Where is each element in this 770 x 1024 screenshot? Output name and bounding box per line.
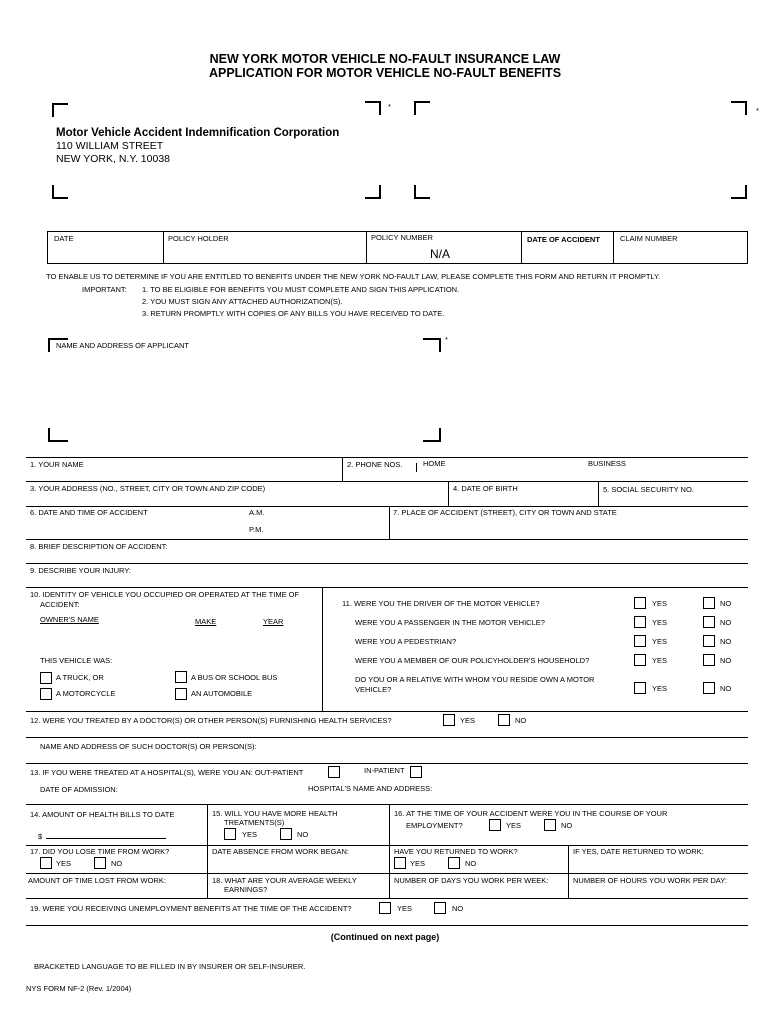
hours-per-day-label: NUMBER OF HOURS YOU WORK PER DAY: <box>573 876 727 885</box>
no-label: NO <box>720 599 732 608</box>
date-of-birth-label: 4. DATE OF BIRTH <box>453 484 518 493</box>
instruction-item-1: 1. TO BE ELIGIBLE FOR BENEFITS YOU MUST COMPLETE AND SIGN THIS APPLICATION. <box>142 285 460 294</box>
yes-label: YES <box>506 821 522 830</box>
bracket-corner <box>731 101 747 115</box>
no-label: NO <box>720 637 732 646</box>
policy-number-label: POLICY NUMBER <box>371 233 433 242</box>
asterisk-mark: * <box>388 102 391 111</box>
inpatient-checkbox[interactable] <box>410 766 422 778</box>
yes-label: YES <box>652 637 668 646</box>
insurer-city: NEW YORK, N.Y. 10038 <box>56 153 170 165</box>
health-bills-amount-line[interactable] <box>46 838 166 839</box>
yes-label: YES <box>652 618 668 627</box>
days-per-week-label: NUMBER OF DAYS YOU WORK PER WEEK: <box>394 876 549 885</box>
important-label: IMPORTANT: <box>82 285 127 294</box>
household-no-checkbox[interactable] <box>703 654 715 666</box>
bracket-corner <box>423 338 441 352</box>
no-label: NO <box>720 684 732 693</box>
instruction-item-3: 3. RETURN PROMPTLY WITH COPIES OF ANY BILLS YOU HAVE RECEIVED TO DATE. <box>142 309 445 318</box>
bracket-corner <box>414 101 430 115</box>
outpatient-checkbox[interactable] <box>328 766 340 778</box>
claim-number-label: CLAIM NUMBER <box>620 234 678 243</box>
accident-place-label: 7. PLACE OF ACCIDENT (STREET), CITY OR TOWN AND STATE <box>393 508 617 517</box>
returned-work-question: HAVE YOU RETURNED TO WORK? <box>394 847 518 856</box>
bracket-corner <box>731 185 747 199</box>
unemployment-question: 19. WERE YOU RECEIVING UNEMPLOYMENT BENEFITS AT THE TIME OF THE ACCIDENT? <box>30 904 352 913</box>
yes-label: YES <box>242 830 258 839</box>
return-date-label: IF YES, DATE RETURNED TO WORK: <box>573 847 704 856</box>
driver-question: 11. WERE YOU THE DRIVER OF THE MOTOR VEHICLE? <box>342 599 540 608</box>
business-phone-label: BUSINESS <box>588 459 626 468</box>
no-label: NO <box>465 859 477 868</box>
yes-label: YES <box>652 684 668 693</box>
instructions-intro: TO ENABLE US TO DETERMINE IF YOU ARE ENTITLED TO BENEFITS UNDER THE NEW YORK NO-FAULT LAW, PLEASE COMPLETE THIS FORM AND RETURN IT PROMPTLY. <box>46 272 661 281</box>
form-title-line1: NEW YORK MOTOR VEHICLE NO-FAULT INSURANCE LAW <box>209 52 561 66</box>
yes-label: YES <box>460 716 476 725</box>
more-treatment-no-checkbox[interactable] <box>280 828 292 840</box>
no-label: NO <box>111 859 123 868</box>
automobile-checkbox[interactable] <box>175 688 187 700</box>
own-vehicle-question: DO YOU OR A RELATIVE WITH WHOM YOU RESIDE OWN A MOTOR <box>355 675 595 684</box>
employment-question: 16. AT THE TIME OF YOUR ACCIDENT WERE YOU IN THE COURSE OF YOUR <box>394 809 668 818</box>
passenger-no-checkbox[interactable] <box>703 616 715 628</box>
pm-label: P.M. <box>249 525 264 534</box>
phone-numbers-label: 2. PHONE NOS. <box>347 460 403 469</box>
form-title-line2: APPLICATION FOR MOTOR VEHICLE NO-FAULT BENEFITS <box>208 66 562 80</box>
yes-label: YES <box>652 599 668 608</box>
employment-yes-checkbox[interactable] <box>489 819 501 831</box>
lost-time-no-checkbox[interactable] <box>94 857 106 869</box>
vehicle-was-label: THIS VEHICLE WAS: <box>40 656 113 665</box>
form-id: NYS FORM NF-2 (Rev. 1/2004) <box>26 984 132 993</box>
bracket-corner <box>414 185 430 199</box>
bracket-corner <box>365 101 381 115</box>
passenger-yes-checkbox[interactable] <box>634 616 646 628</box>
no-label: NO <box>720 618 732 627</box>
vehicle-identity-label: 10. IDENTITY OF VEHICLE YOU OCCUPIED OR OPERATED AT THE TIME OF <box>30 590 300 599</box>
passenger-question: WERE YOU A PASSENGER IN THE MOTOR VEHICLE? <box>355 618 545 627</box>
home-phone-label: HOME <box>423 459 446 468</box>
lost-time-yes-checkbox[interactable] <box>40 857 52 869</box>
no-label: NO <box>297 830 309 839</box>
health-bills-label: 14. AMOUNT OF HEALTH BILLS TO DATE <box>30 810 175 819</box>
returned-yes-checkbox[interactable] <box>394 857 406 869</box>
doctor-no-checkbox[interactable] <box>498 714 510 726</box>
bracket-corner <box>365 185 381 199</box>
address-label: 3. YOUR ADDRESS (NO., STREET, CITY OR TOWN AND ZIP CODE) <box>30 484 266 493</box>
inpatient-label: IN-PATIENT <box>364 766 405 775</box>
accident-datetime-label: 6. DATE AND TIME OF ACCIDENT <box>30 508 148 517</box>
weekly-earnings-question: 18. WHAT ARE YOUR AVERAGE WEEKLY <box>212 876 357 885</box>
own-vehicle-no-checkbox[interactable] <box>703 682 715 694</box>
yes-label: YES <box>410 859 426 868</box>
date-of-accident-label: DATE OF ACCIDENT <box>527 235 600 244</box>
own-vehicle-yes-checkbox[interactable] <box>634 682 646 694</box>
more-treatment-question: 15. WILL YOU HAVE MORE HEALTH <box>212 809 338 818</box>
unemployment-no-checkbox[interactable] <box>434 902 446 914</box>
no-label: NO <box>720 656 732 665</box>
no-label: NO <box>561 821 573 830</box>
unemployment-yes-checkbox[interactable] <box>379 902 391 914</box>
yes-label: YES <box>652 656 668 665</box>
employment-no-checkbox[interactable] <box>544 819 556 831</box>
household-question: WERE YOU A MEMBER OF OUR POLICYHOLDER'S HOUSEHOLD? <box>355 656 590 665</box>
hospital-address-label: HOSPITAL'S NAME AND ADDRESS: <box>308 784 433 793</box>
bus-checkbox[interactable] <box>175 671 187 683</box>
bus-label: A BUS OR SCHOOL BUS <box>191 673 278 682</box>
instruction-item-2: 2. YOU MUST SIGN ANY ATTACHED AUTHORIZATION(S). <box>142 297 343 306</box>
insurer-street: 110 WILLIAM STREET <box>56 140 164 152</box>
policy-number-value[interactable]: N/A <box>430 247 451 261</box>
hospital-question: 13. IF YOU WERE TREATED AT A HOSPITAL(S), WERE YOU AN: OUT-PATIENT <box>30 768 304 777</box>
pedestrian-yes-checkbox[interactable] <box>634 635 646 647</box>
yes-label: YES <box>56 859 72 868</box>
injury-description-label: 9. DESCRIBE YOUR INJURY: <box>30 566 132 575</box>
motorcycle-label: A MOTORCYCLE <box>56 689 116 698</box>
truck-label: A TRUCK, OR <box>56 673 104 682</box>
weekly-earnings-question-cont: EARNINGS? <box>224 885 268 894</box>
policy-holder-label: POLICY HOLDER <box>168 234 229 243</box>
doctors-address-label: NAME AND ADDRESS OF SUCH DOCTOR(S) OR PERSON(S): <box>40 742 257 751</box>
ssn-label: 5. SOCIAL SECURITY NO. <box>603 485 694 494</box>
asterisk-mark: * <box>756 106 759 115</box>
own-vehicle-question-cont: VEHICLE? <box>355 685 392 694</box>
dollar-sign: $ <box>38 832 43 841</box>
truck-checkbox[interactable] <box>40 672 52 684</box>
more-treatment-question-cont: TREATMENTS(S) <box>224 818 285 827</box>
am-label: A.M. <box>249 508 265 517</box>
no-label: NO <box>452 904 464 913</box>
motorcycle-checkbox[interactable] <box>40 688 52 700</box>
vehicle-identity-label-cont: ACCIDENT: <box>40 600 80 609</box>
returned-no-checkbox[interactable] <box>448 857 460 869</box>
doctor-treatment-question: 12. WERE YOU TREATED BY A DOCTOR(S) OR OTHER PERSON(S) FURNISHING HEALTH SERVICES? <box>30 716 392 725</box>
doctor-yes-checkbox[interactable] <box>443 714 455 726</box>
yes-label: YES <box>397 904 413 913</box>
bracket-corner <box>52 103 68 117</box>
driver-no-checkbox[interactable] <box>703 597 715 609</box>
date-field-label: DATE <box>54 234 74 243</box>
bracket-corner <box>423 428 441 442</box>
bracket-corner <box>52 185 68 199</box>
insurer-name: Motor Vehicle Accident Indemnification Corporation <box>56 127 340 139</box>
driver-yes-checkbox[interactable] <box>634 597 646 609</box>
year-label: YEAR <box>263 617 284 626</box>
bracket-corner <box>48 428 68 442</box>
automobile-label: AN AUTOMOBILE <box>191 689 253 698</box>
your-name-label: 1. YOUR NAME <box>30 460 84 469</box>
asterisk-mark: * <box>445 335 448 344</box>
no-label: NO <box>515 716 527 725</box>
applicant-label: NAME AND ADDRESS OF APPLICANT <box>56 341 189 350</box>
lost-time-question: 17. DID YOU LOSE TIME FROM WORK? <box>30 847 170 856</box>
employment-question-cont: EMPLOYMENT? <box>406 821 463 830</box>
pedestrian-question: WERE YOU A PEDESTRIAN? <box>355 637 457 646</box>
pedestrian-no-checkbox[interactable] <box>703 635 715 647</box>
absence-date-label: DATE ABSENCE FROM WORK BEGAN: <box>212 847 349 856</box>
household-yes-checkbox[interactable] <box>634 654 646 666</box>
accident-description-label: 8. BRIEF DESCRIPTION OF ACCIDENT: <box>30 542 168 551</box>
continued-notice: (Continued on next page) <box>330 932 440 942</box>
more-treatment-yes-checkbox[interactable] <box>224 828 236 840</box>
bracketed-language-note: BRACKETED LANGUAGE TO BE FILLED IN BY INSURER OR SELF-INSURER. <box>34 962 306 971</box>
make-label: MAKE <box>195 617 217 626</box>
owners-name-label: OWNER'S NAME <box>40 615 99 624</box>
admission-date-label: DATE OF ADMISSION: <box>40 785 118 794</box>
time-lost-label: AMOUNT OF TIME LOST FROM WORK: <box>28 876 166 885</box>
